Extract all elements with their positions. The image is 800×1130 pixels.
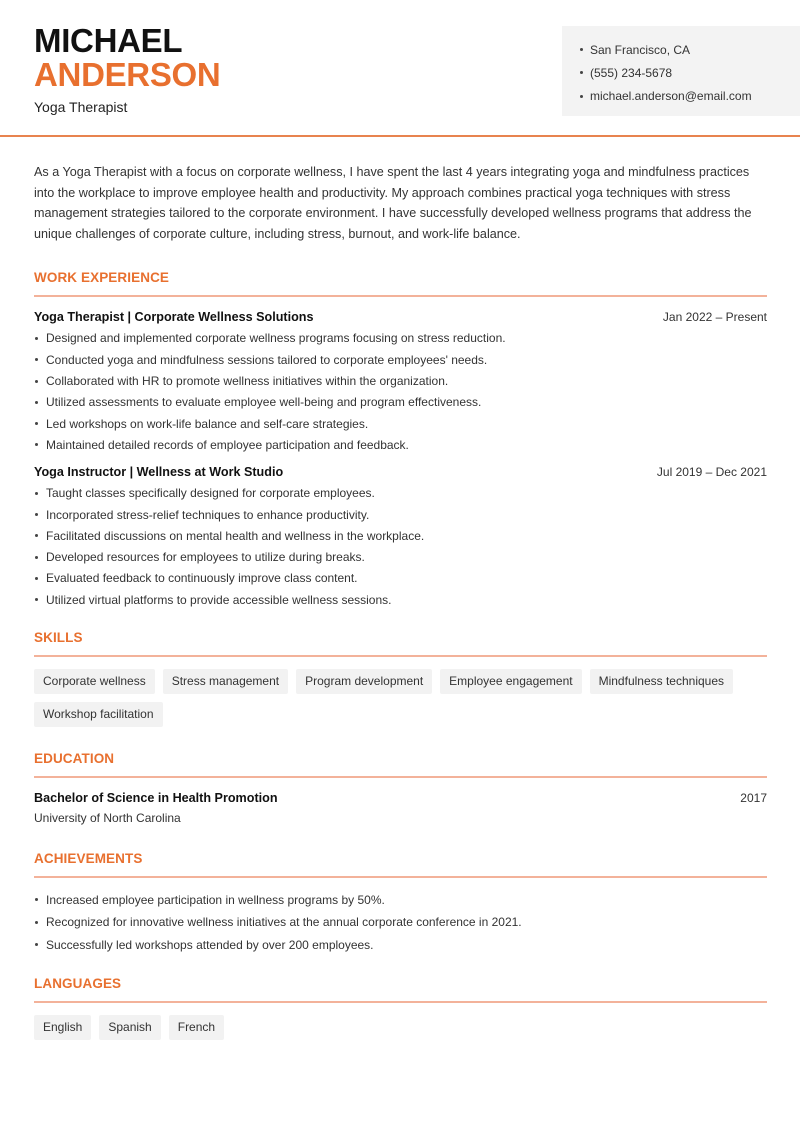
bullet-icon bbox=[35, 921, 38, 924]
first-name: MICHAEL bbox=[34, 22, 183, 59]
list-item: Recognized for innovative wellness initiatives at the annual corporate conference in 2021. bbox=[34, 911, 767, 934]
job-entry bbox=[34, 310, 767, 456]
skills-section bbox=[34, 630, 767, 727]
bullet-icon bbox=[35, 443, 38, 446]
contact-box bbox=[562, 26, 800, 116]
job-entry bbox=[34, 465, 767, 611]
resume-body bbox=[34, 162, 767, 1040]
skills-list bbox=[34, 669, 767, 727]
section-title-work-experience: WORK EXPERIENCE bbox=[34, 269, 170, 285]
job-header bbox=[34, 310, 767, 324]
bullet-icon bbox=[35, 556, 38, 559]
contact-phone-text: (555) 234-5678 bbox=[590, 65, 673, 80]
list-item: Successfully led workshops attended by over 200 employees. bbox=[34, 933, 767, 956]
section-divider bbox=[34, 776, 767, 778]
list-item: Increased employee participation in wellness programs by 50%. bbox=[34, 888, 767, 911]
section-title-achievements: ACHIEVEMENTS bbox=[34, 851, 143, 867]
languages-list bbox=[34, 1015, 767, 1040]
list-item: Utilized assessments to evaluate employee well-being and program effectiveness. bbox=[34, 392, 767, 413]
list-item: Evaluated feedback to continuously improve class content. bbox=[34, 568, 767, 589]
bullet-icon bbox=[35, 943, 38, 946]
list-item: Developed resources for employees to utilize during breaks. bbox=[34, 546, 767, 567]
languages-section bbox=[34, 976, 767, 1040]
job-dates: Jul 2019 – Dec 2021 bbox=[656, 464, 767, 479]
job-header bbox=[34, 465, 767, 479]
skill-chip: Program development bbox=[296, 669, 432, 694]
list-item: Designed and implemented corporate wellness programs focusing on stress reduction. bbox=[34, 328, 767, 349]
skill-chip: Employee engagement bbox=[440, 669, 581, 694]
skill-chip: Stress management bbox=[163, 669, 288, 694]
job-role: Yoga Therapist | Corporate Wellness Solutions bbox=[34, 309, 314, 324]
section-title-languages: LANGUAGES bbox=[34, 975, 122, 991]
list-item: Conducted yoga and mindfulness sessions tailored to corporate employees' needs. bbox=[34, 349, 767, 370]
resume-header bbox=[0, 0, 800, 137]
contact-phone bbox=[580, 61, 800, 84]
bullet-icon bbox=[35, 577, 38, 580]
section-divider bbox=[34, 655, 767, 657]
job-dates: Jan 2022 – Present bbox=[662, 309, 767, 324]
bullet-icon bbox=[35, 358, 38, 361]
school: University of North Carolina bbox=[34, 811, 181, 826]
section-title-skills: SKILLS bbox=[34, 630, 83, 646]
list-item: Led workshops on work-life balance and self-care strategies. bbox=[34, 413, 767, 434]
bullet-icon bbox=[35, 513, 38, 516]
work-experience-section bbox=[34, 270, 767, 611]
list-item: Collaborated with HR to promote wellness initiatives within the organization. bbox=[34, 370, 767, 391]
bullet-icon bbox=[35, 534, 38, 537]
list-item: Maintained detailed records of employee participation and feedback. bbox=[34, 434, 767, 455]
bullet-icon bbox=[35, 492, 38, 495]
education-header bbox=[34, 791, 767, 805]
last-name: ANDERSON bbox=[34, 56, 221, 93]
list-item: Facilitated discussions on mental health and wellness in the workplace. bbox=[34, 525, 767, 546]
bullet-icon bbox=[35, 598, 38, 601]
job-bullets bbox=[34, 328, 767, 456]
list-item: Utilized virtual platforms to provide accessible wellness sessions. bbox=[34, 589, 767, 610]
contact-email[interactable] bbox=[580, 85, 800, 108]
skill-chip: Corporate wellness bbox=[34, 669, 155, 694]
language-chip: English bbox=[34, 1015, 91, 1040]
bullet-icon bbox=[580, 48, 583, 51]
bullet-icon bbox=[35, 401, 38, 404]
bullet-icon bbox=[35, 337, 38, 340]
education-section bbox=[34, 751, 767, 825]
bullet-icon bbox=[35, 380, 38, 383]
list-item: Taught classes specifically designed for corporate employees. bbox=[34, 483, 767, 504]
job-bullets bbox=[34, 483, 767, 611]
contact-email-text[interactable]: michael.anderson@email.com bbox=[590, 89, 752, 104]
list-item: Incorporated stress-relief techniques to enhance productivity. bbox=[34, 504, 767, 525]
section-divider bbox=[34, 295, 767, 297]
job-title: Yoga Therapist bbox=[34, 99, 128, 115]
skill-chip: Workshop facilitation bbox=[34, 702, 163, 727]
graduation-year: 2017 bbox=[740, 791, 767, 806]
job-role: Yoga Instructor | Wellness at Work Studio bbox=[34, 464, 284, 479]
bullet-icon bbox=[35, 422, 38, 425]
bullet-icon bbox=[580, 71, 583, 74]
section-title-education: EDUCATION bbox=[34, 751, 115, 767]
achievements-list bbox=[34, 888, 767, 956]
skill-chip: Mindfulness techniques bbox=[590, 669, 733, 694]
language-chip: Spanish bbox=[99, 1015, 160, 1040]
achievements-section bbox=[34, 851, 767, 956]
section-divider bbox=[34, 1001, 767, 1003]
contact-location bbox=[580, 38, 800, 61]
contact-location-text: San Francisco, CA bbox=[590, 42, 691, 57]
bullet-icon bbox=[580, 95, 583, 98]
section-divider bbox=[34, 876, 767, 878]
bullet-icon bbox=[35, 898, 38, 901]
summary: As a Yoga Therapist with a focus on corporate wellness, I have spent the last 4 years integrating yoga and mindfulness practices into the workplace to improve employee health and productivity. My approach combines practical yoga techniques with stress management strategies tailored to the corporate environment. I have successfully developed wellness programs that address the unique challenges of corporate culture, including stress, burnout, and work-life balance. bbox=[34, 165, 752, 242]
language-chip: French bbox=[169, 1015, 224, 1040]
degree: Bachelor of Science in Health Promotion bbox=[34, 791, 278, 806]
education-entry bbox=[34, 791, 767, 825]
